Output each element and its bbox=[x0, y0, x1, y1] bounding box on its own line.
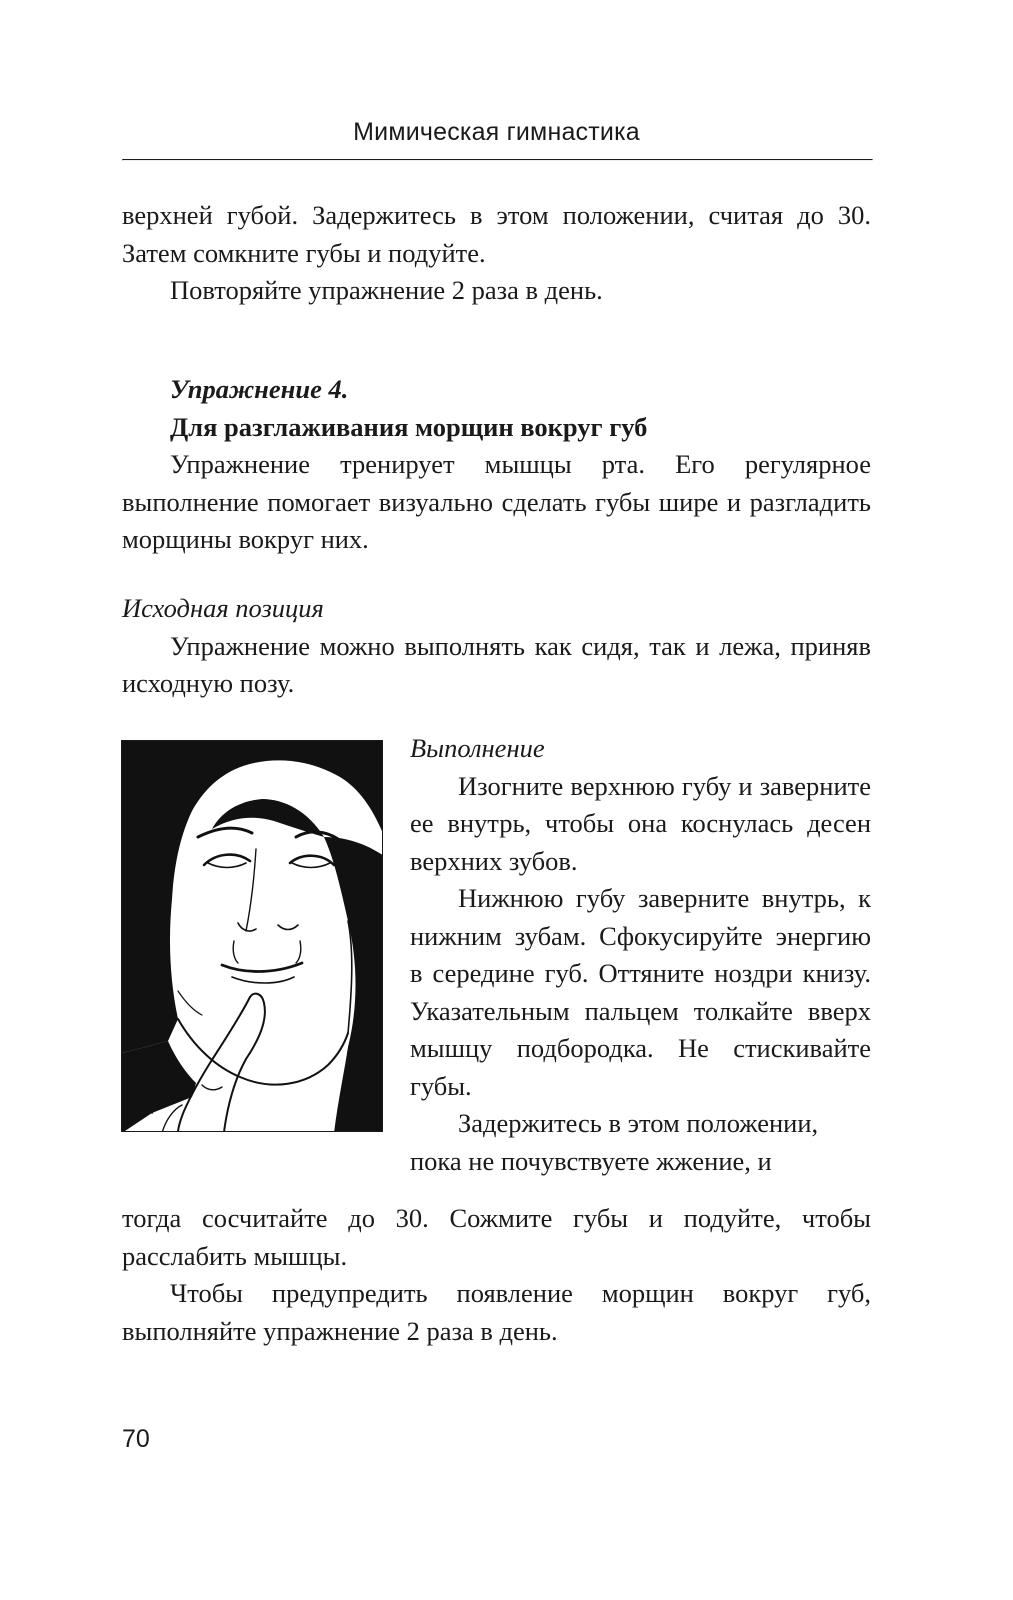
execution-paragraph-3-line-2: пока не почувствуете жжение, и bbox=[410, 1145, 772, 1176]
intro-paragraph-1: верхней губой. Задержитесь в этом положении, считая до 30. Затем сомкните губы и подуйте. bbox=[122, 200, 871, 268]
exercise-subtitle: Для разглаживания морщин вокруг губ bbox=[170, 411, 648, 442]
woman-face-illustration-icon bbox=[122, 741, 383, 1132]
execution-paragraph-1: Изогните верхнюю губу и заверните ее внутрь, чтобы она коснулась десен верхних зубов. bbox=[410, 770, 871, 876]
intro-text bbox=[122, 197, 871, 310]
execution-heading: Выполнение bbox=[410, 733, 545, 763]
start-position-heading: Исходная позиция bbox=[122, 593, 324, 623]
exercise-section bbox=[122, 371, 871, 559]
start-position-section bbox=[122, 590, 871, 703]
face-illustration bbox=[121, 740, 383, 1132]
execution-paragraph-3-rest: тогда сосчитайте до 30. Сожмите губы и подуйте, чтобы расслабить мышцы. bbox=[122, 1203, 871, 1271]
execution-paragraph-2: Нижнюю губу заверните внутрь, к нижним зубам. Сфокусируйте энергию в середине губ. Оттяните ноздри книзу. Указательным пальцем толкайте вверх мышцу подбородка. Не стискивайте губы. bbox=[410, 883, 871, 1101]
header-rule bbox=[122, 159, 873, 161]
exercise-title: Упражнение 4. bbox=[170, 374, 349, 404]
start-position-text: Упражнение можно выполнять как сидя, так и лежа, приняв исходную позу. bbox=[122, 630, 871, 698]
execution-paragraph-3-line-1: Задержитесь в этом положении, bbox=[458, 1108, 819, 1138]
exercise-description: Упражнение тренирует мышцы рта. Его регулярное выполнение помогает визуально сделать губы шире и разгладить морщины вокруг них. bbox=[122, 449, 871, 554]
execution-continuation bbox=[122, 1200, 871, 1350]
intro-paragraph-2: Повторяйте упражнение 2 раза в день. bbox=[170, 275, 603, 305]
page-number: 70 bbox=[122, 1425, 150, 1453]
execution-section bbox=[410, 730, 871, 1180]
final-paragraph: Чтобы предупредить появление морщин вокруг губ, выполняйте упражнение 2 раза в день. bbox=[122, 1278, 871, 1346]
running-head: Мимическая гимнастика bbox=[353, 118, 640, 146]
